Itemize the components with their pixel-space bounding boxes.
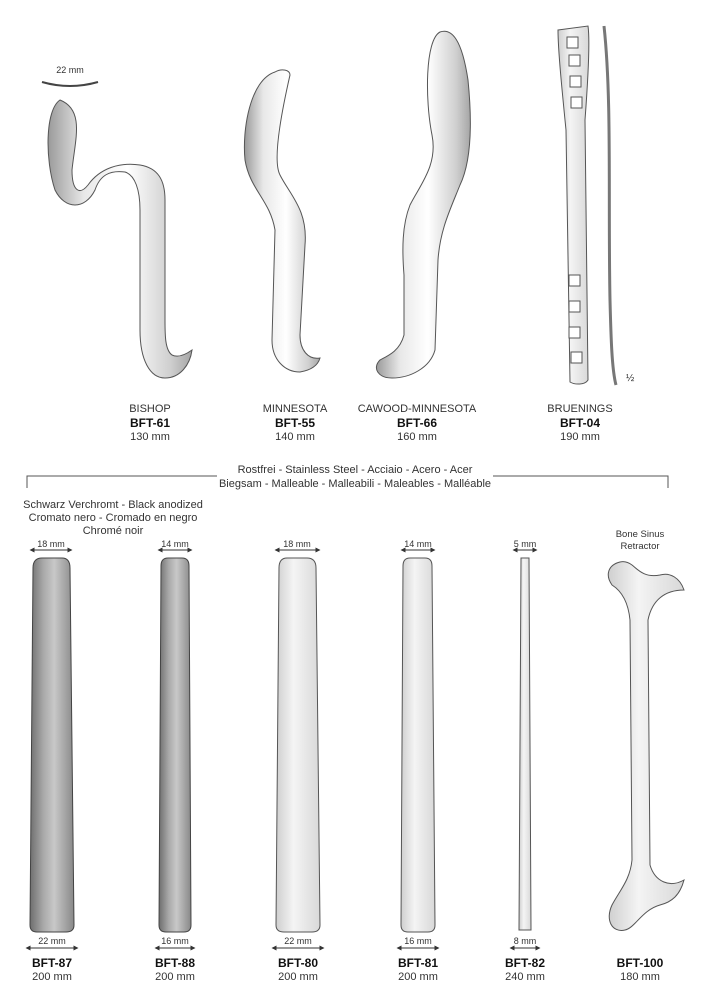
- bft-80-retractor: [276, 558, 320, 932]
- instrument-length: 180 mm: [620, 971, 660, 983]
- bft-82-bottom-width: 8 mm: [513, 936, 537, 946]
- instrument-length: 200 mm: [398, 971, 438, 983]
- minnesota-retractor: [244, 70, 320, 372]
- label-bishop: [100, 402, 200, 444]
- instrument-length: 200 mm: [155, 971, 195, 983]
- bft-82-top-width: 5 mm: [513, 539, 537, 549]
- label-bft-80: [258, 956, 338, 984]
- instrument-name: BISHOP: [129, 403, 171, 415]
- bft-80-bottom-width: 22 mm: [284, 936, 312, 946]
- label-bft-100: [600, 956, 680, 984]
- finish-note-line-3: Chromé noir: [82, 525, 144, 537]
- label-bft-87: [12, 956, 92, 984]
- instrument-code: BFT-80: [277, 956, 318, 970]
- bft-88-retractor: [159, 558, 191, 932]
- bft-88-bottom-width: 16 mm: [161, 936, 189, 946]
- instrument-name: MINNESOTA: [262, 403, 328, 415]
- instrument-code: BFT-81: [397, 956, 438, 970]
- bft-88-top-width: 14 mm: [161, 539, 189, 549]
- bft-81-retractor: [401, 558, 435, 932]
- bft-81-bottom-width: 16 mm: [404, 936, 432, 946]
- instrument-code: BFT-88: [154, 956, 195, 970]
- instrument-code: BFT-100: [616, 956, 664, 970]
- instrument-code: BFT-87: [31, 956, 72, 970]
- label-bft-88: [135, 956, 215, 984]
- bishop-retractor: [42, 82, 192, 378]
- instrument-length: 130 mm: [130, 431, 170, 443]
- bft-81-top-width: 14 mm: [404, 539, 432, 549]
- material-line-2: Biegsam - Malleable - Malleabili - Maleables - Malléable: [218, 478, 492, 490]
- bruenings-fraction: ½: [626, 373, 635, 384]
- finish-note: [8, 499, 218, 538]
- label-bft-81: [378, 956, 458, 984]
- instrument-code: BFT-66: [396, 416, 437, 430]
- instrument-length: 200 mm: [32, 971, 72, 983]
- instrument-code: BFT-55: [274, 416, 315, 430]
- bft-80-top-width: 18 mm: [283, 539, 311, 549]
- bft-82-retractor: [519, 558, 531, 930]
- label-minnesota: [245, 402, 345, 444]
- label-bft-82: [485, 956, 565, 984]
- bft-87-bottom-width: 22 mm: [38, 936, 66, 946]
- instrument-name: BRUENINGS: [547, 403, 613, 415]
- instrument-code: BFT-82: [504, 956, 545, 970]
- bft-87-retractor: [30, 558, 74, 932]
- cawood-minnesota-retractor: [376, 31, 470, 378]
- bone-sinus-line-1: Bone Sinus: [615, 529, 665, 540]
- instrument-code: BFT-61: [129, 416, 170, 430]
- bone-sinus-line-2: Retractor: [620, 541, 660, 552]
- bruenings-retractor: [558, 26, 616, 385]
- instrument-length: 200 mm: [278, 971, 318, 983]
- instrument-name: CAWOOD-MINNESOTA: [357, 403, 477, 415]
- bone-sinus-label: [600, 529, 680, 553]
- label-cawood-minnesota: [352, 402, 482, 444]
- bft-87-top-width: 18 mm: [37, 539, 65, 549]
- bft-100-retractor: [608, 562, 684, 931]
- instrument-length: 190 mm: [560, 431, 600, 443]
- label-bruenings: [530, 402, 630, 444]
- instrument-length: 140 mm: [275, 431, 315, 443]
- bishop-width-label: 22 mm: [56, 65, 84, 75]
- instrument-length: 240 mm: [505, 971, 545, 983]
- instrument-code: BFT-04: [559, 416, 600, 430]
- finish-note-line-2: Cromato nero - Cromado en negro: [28, 512, 198, 524]
- finish-note-line-1: Schwarz Verchromt - Black anodized: [23, 499, 203, 511]
- material-line-1: Rostfrei - Stainless Steel - Acciaio - Acero - Acer: [237, 464, 473, 476]
- instrument-length: 160 mm: [397, 431, 437, 443]
